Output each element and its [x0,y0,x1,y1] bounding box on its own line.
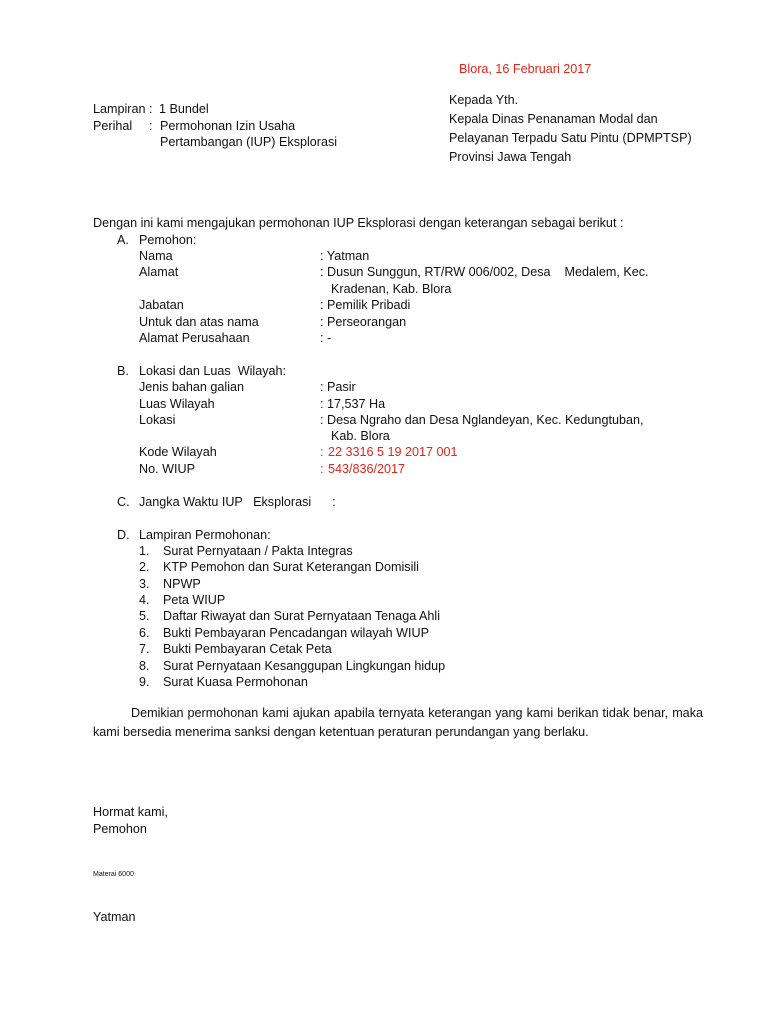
attachment-item: Surat Kuasa Permohonan [163,675,308,689]
attachment-item: NPWP [163,577,201,591]
kode-wilayah-colon: : [320,445,324,459]
section-b-marker: B. [117,364,129,378]
kode-wilayah-label: Kode Wilayah [139,445,217,459]
recipient-line-1: Kepada Yth. [449,93,519,107]
alamat-perusahaan-label: Alamat Perusahaan [139,331,250,345]
section-d-title: Lampiran Permohonan: [139,528,271,542]
jenis-bahan-label: Jenis bahan galian [139,380,245,394]
section-d-marker: D. [117,528,130,542]
stamp-duty-note: Materai 6000 [93,871,134,878]
nama-label: Nama [139,249,173,263]
attachment-number: 9. [139,675,150,689]
luas-wilayah-value: : 17,537 Ha [320,397,386,411]
jabatan-label: Jabatan [139,298,184,312]
signer-role: Pemohon [93,822,147,836]
attachment-number: 8. [139,659,150,673]
atas-nama-label: Untuk dan atas nama [139,315,259,329]
attachment-item: Bukti Pembayaran Pencadangan wilayah WIUP [163,626,430,640]
closing-paragraph: Demikian permohonan kami ajukan apabila ternyata keterangan yang kami berikan tidak benar, maka kami bersedia menerima sanksi dengan ketentuan peraturan perundangan yang berlaku. [93,706,703,739]
lokasi-value-line-1: : Desa Ngraho dan Desa Nglandeyan, Kec. Kedungtuban, [320,413,644,427]
section-a-marker: A. [117,233,129,247]
alamat-label: Alamat [139,265,179,279]
perihal-colon: : [149,119,153,133]
attachment-item: Daftar Riwayat dan Surat Pernyataan Tenaga Ahli [163,609,440,623]
recipient-line-2: Kepala Dinas Penanaman Modal dan [449,112,658,126]
attachment-item: Peta WIUP [163,593,226,607]
section-c-title: Jangka Waktu IUP Eksplorasi : [139,495,336,509]
attachment-number: 4. [139,593,150,607]
lampiran-label: Lampiran : [93,102,153,116]
letter-date: Blora, 16 Februari 2017 [459,62,592,76]
salutation: Hormat kami, [93,805,168,819]
perihal-value-line-2: Pertambangan (IUP) Eksplorasi [160,135,338,149]
attachment-item: KTP Pemohon dan Surat Keterangan Domisili [163,560,419,574]
lampiran-value: 1 Bundel [159,102,209,116]
attachment-number: 1. [139,544,150,558]
lokasi-label: Lokasi [139,413,176,427]
no-wiup-colon: : [320,462,324,476]
attachment-number: 2. [139,560,150,574]
section-c-marker: C. [117,495,130,509]
luas-wilayah-label: Luas Wilayah [139,397,215,411]
attachment-number: 7. [139,642,150,656]
no-wiup-value: 543/836/2017 [328,462,406,476]
no-wiup-label: No. WIUP [139,462,195,476]
attachment-number: 3. [139,577,150,591]
attachment-number: 5. [139,609,150,623]
signer-name: Yatman [93,910,136,924]
jenis-bahan-value: : Pasir [320,380,356,394]
section-b-title: Lokasi dan Luas Wilayah: [139,364,287,378]
perihal-label: Perihal [93,119,133,133]
attachment-item: Bukti Pembayaran Cetak Peta [163,642,332,656]
kode-wilayah-value: 22 3316 5 19 2017 001 [328,445,458,459]
perihal-value-line-1: Permohonan Izin Usaha [160,119,296,133]
jabatan-value: : Pemilik Pribadi [320,298,411,312]
lokasi-value-line-2: Kab. Blora [331,429,390,443]
attachment-number: 6. [139,626,150,640]
atas-nama-value: : Perseorangan [320,315,407,329]
section-a-title: Pemohon: [139,233,197,247]
alamat-value-line-1: : Dusun Sunggun, RT/RW 006/002, Desa Medalem, Kec. [320,265,649,279]
alamat-value-line-2: Kradenan, Kab. Blora [331,282,452,296]
attachment-item: Surat Pernyataan Kesanggupan Lingkungan hidup [163,659,446,673]
intro-text: Dengan ini kami mengajukan permohonan IUP Eksplorasi dengan keterangan sebagai berikut : [93,216,624,230]
recipient-line-4: Provinsi Jawa Tengah [449,150,572,164]
attachment-item: Surat Pernyataan / Pakta Integras [163,544,353,558]
alamat-perusahaan-value: : - [320,331,332,345]
nama-value: : Yatman [320,249,370,263]
recipient-line-3: Pelayanan Terpadu Satu Pintu (DPMPTSP) [449,131,692,145]
